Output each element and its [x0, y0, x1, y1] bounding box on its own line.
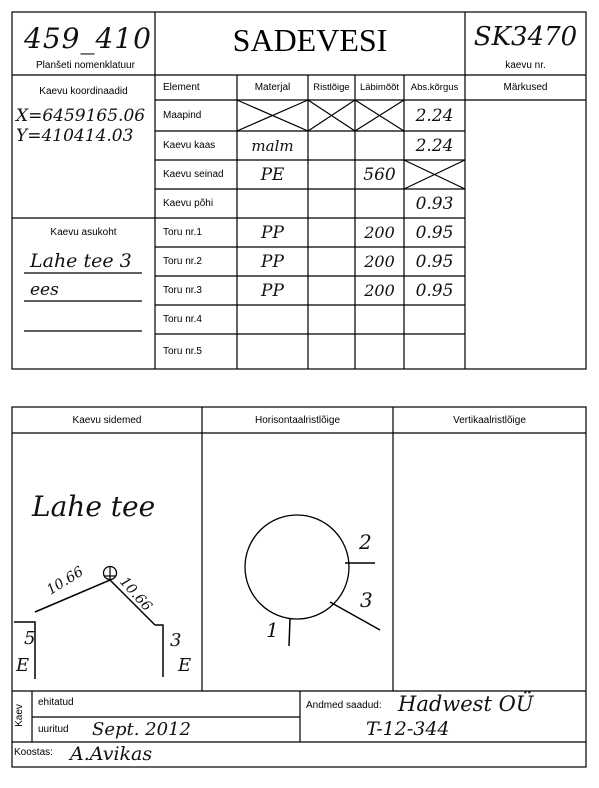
col-header-abs: Abs.kõrgus	[410, 82, 459, 93]
section-title-vertical: Vertikaalristlõige	[453, 414, 526, 426]
row-material: malm	[251, 136, 294, 155]
sheet-label: Planšeti nomenklatuur	[36, 60, 135, 71]
row-element: Toru nr.5	[163, 346, 202, 357]
row-element: Kaevu seinad	[163, 169, 224, 180]
coordinates-label: Kaevu koordinaadid	[39, 86, 128, 97]
built-label: ehitatud	[38, 697, 74, 708]
location-line2: ees	[30, 280, 59, 300]
row-abs: 0.95	[415, 280, 454, 301]
distance-right: 10.66	[116, 574, 155, 615]
coordinate-y: Y=410414.03	[16, 126, 134, 146]
row-diameter: 560	[363, 164, 396, 185]
distance-left: 10.66	[44, 563, 87, 599]
well-code: SK3470	[473, 22, 578, 52]
section-title-connections: Kaevu sidemed	[72, 414, 142, 426]
row-element: Kaevu põhi	[163, 198, 214, 209]
data-source-label: Andmed saadud:	[306, 700, 382, 711]
page-title: SADEVESI	[232, 22, 388, 58]
coordinate-x: X=6459165.06	[16, 106, 146, 126]
row-element: Kaevu kaas	[163, 140, 216, 151]
surveyed-value: Sept. 2012	[92, 719, 191, 740]
row-element: Maapind	[163, 110, 202, 121]
pipe-label-1: 1	[266, 618, 279, 642]
row-material: PP	[261, 222, 284, 243]
left-building-letter: E	[16, 655, 30, 676]
row-diameter: 200	[364, 281, 395, 300]
surveyed-label: uuritud	[38, 724, 69, 735]
row-diameter: 200	[364, 252, 395, 271]
right-building-number: 3	[170, 630, 182, 651]
location-label: Kaevu asukoht	[50, 227, 117, 238]
compiled-value: A.Avikas	[70, 743, 153, 765]
sheet-number: 459_410	[24, 22, 152, 55]
left-building-number: 5	[24, 628, 36, 649]
pipe-label-2: 2	[359, 530, 372, 554]
row-element: Toru nr.1	[163, 227, 202, 238]
col-header-notes: Märkused	[503, 82, 548, 93]
street-name: Lahe tee	[32, 490, 156, 523]
compiled-label: Koostas:	[14, 747, 53, 758]
data-source-value: Hadwest OÜ	[398, 692, 534, 716]
row-abs: 0.95	[415, 251, 454, 272]
right-building-letter: E	[178, 655, 192, 676]
row-material: PP	[261, 280, 284, 301]
row-element: Toru nr.3	[163, 285, 202, 296]
col-header-material: Materjal	[254, 82, 291, 93]
row-abs: 2.24	[415, 135, 454, 156]
section-title-horizontal: Horisontaalristlõige	[254, 414, 341, 426]
pipe-label-3: 3	[360, 588, 373, 612]
row-abs: 0.93	[415, 193, 454, 214]
row-diameter: 200	[364, 223, 395, 242]
col-header-element: Element	[163, 82, 200, 93]
location-line1: Lahe tee 3	[30, 250, 132, 272]
col-header-cross: Ristlõige	[313, 82, 350, 93]
row-material: PP	[261, 251, 284, 272]
well-label: kaevu nr.	[505, 60, 546, 71]
row-element: Toru nr.2	[163, 256, 202, 267]
row-abs: 0.95	[415, 222, 454, 243]
col-header-diameter: Läbimõõt	[359, 82, 400, 93]
side-label: Kaev	[13, 704, 25, 727]
row-material: PE	[260, 164, 285, 185]
data-reference: T-12-344	[366, 718, 450, 740]
row-abs: 2.24	[415, 105, 454, 126]
row-element: Toru nr.4	[163, 314, 202, 325]
